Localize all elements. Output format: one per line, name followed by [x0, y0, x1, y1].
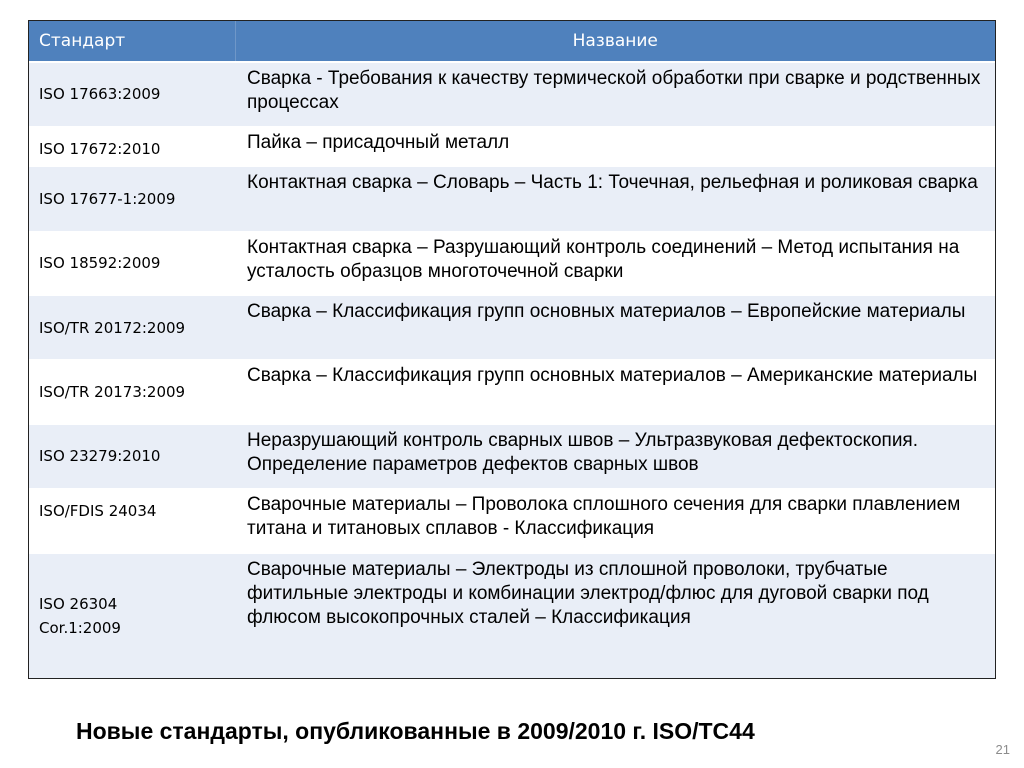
standard-code-line: ISO 18592:2009	[39, 254, 161, 273]
standard-title: Сварка – Классификация групп основных материалов – Американские материалы	[235, 360, 995, 424]
table-row	[29, 360, 995, 424]
standard-code-line: Cor.1:2009	[39, 618, 121, 637]
standards-table	[29, 21, 995, 678]
standard-title: Контактная сварка – Разрушающий контроль соединений – Метод испытания на усталость образцов многоточечной сварки	[235, 231, 995, 295]
table-row	[29, 62, 995, 126]
table-row	[29, 231, 995, 295]
standard-code-line: ISO 26304	[39, 594, 118, 613]
header-standard: Стандарт	[29, 21, 235, 62]
standards-table-container	[28, 20, 996, 679]
standard-code-line: ISO 23279:2010	[39, 447, 161, 466]
standard-code	[29, 167, 235, 231]
standard-title: Сварочные материалы – Проволока сплошного сечения для сварки плавлением титана и титановых сплавов - Классификация	[235, 489, 995, 553]
standard-title: Неразрушающий контроль сварных швов – Ультразвуковая дефектоскопия. Определение параметров дефектов сварных швов	[235, 424, 995, 488]
standard-title: Пайка – присадочный металл	[235, 126, 995, 166]
table-row	[29, 553, 995, 678]
page-number: 21	[995, 742, 1010, 757]
table-row	[29, 295, 995, 359]
standard-code	[29, 231, 235, 295]
standard-code-line: ISO/FDIS 24034	[39, 502, 157, 521]
table-row	[29, 167, 995, 231]
standard-code-line: ISO 17677-1:2009	[39, 189, 176, 208]
standard-title: Сварка - Требования к качеству термической обработки при сварке и родственных процессах	[235, 62, 995, 126]
standard-code	[29, 489, 235, 553]
table-row	[29, 126, 995, 166]
standard-code-line: ISO 17672:2010	[39, 139, 161, 158]
header-name: Название	[235, 21, 995, 62]
table-row	[29, 424, 995, 488]
standard-code	[29, 295, 235, 359]
standard-code-line: ISO/TR 20173:2009	[39, 383, 186, 402]
standard-code	[29, 126, 235, 166]
standard-code	[29, 360, 235, 424]
standard-code	[29, 62, 235, 126]
table-header	[29, 21, 995, 62]
standard-code	[29, 424, 235, 488]
slide-caption: Новые стандарты, опубликованные в 2009/2010 г. ISO/TC44	[76, 718, 755, 744]
standard-code-line: ISO 17663:2009	[39, 85, 161, 104]
standard-title: Контактная сварка – Словарь – Часть 1: Точечная, рельефная и роликовая сварка	[235, 167, 995, 231]
table-row	[29, 489, 995, 553]
standard-code-line: ISO/TR 20172:2009	[39, 318, 186, 337]
standard-title: Сварочные материалы – Электроды из сплошной проволоки, трубчатые фитильные электроды и комбинации электрод/флюс для дуговой сварки под флюсом высокопрочных сталей – Классификация	[235, 553, 995, 678]
standard-code	[29, 553, 235, 678]
standard-title: Сварка – Классификация групп основных материалов – Европейские материалы	[235, 295, 995, 359]
